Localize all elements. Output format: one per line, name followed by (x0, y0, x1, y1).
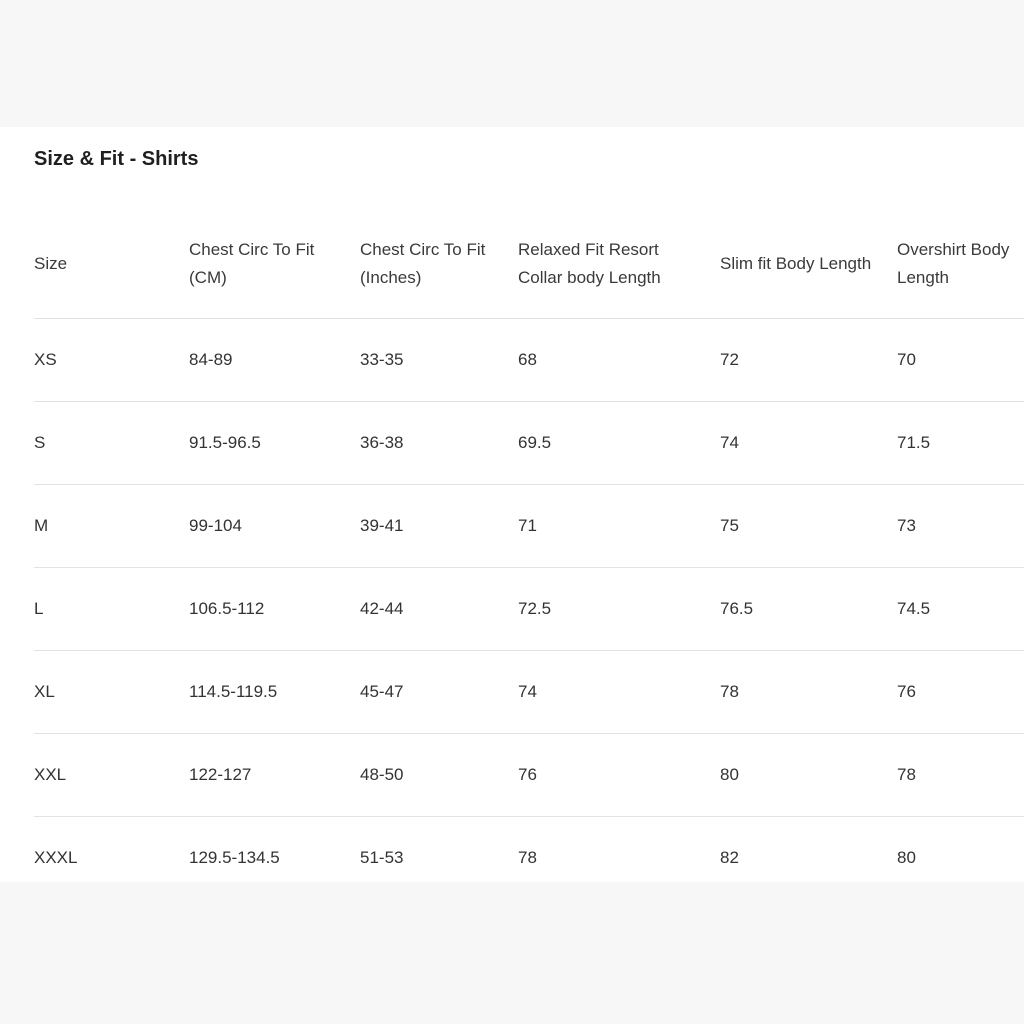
page-title: Size & Fit - Shirts (34, 148, 199, 170)
cell-chest-cm: 91.5-96.5 (189, 433, 261, 452)
cell-chest-inches: 51-53 (360, 848, 404, 867)
cell-relaxed-length: 78 (518, 848, 537, 867)
cell-chest-cm: 129.5-134.5 (189, 848, 280, 867)
cell-overshirt-length: 70 (897, 350, 916, 369)
cell-relaxed-length: 74 (518, 682, 537, 701)
cell-chest-inches: 48-50 (360, 765, 404, 784)
cell-chest-inches: 36-38 (360, 433, 404, 452)
cell-size: XXL (34, 765, 67, 784)
cell-relaxed-length: 72.5 (518, 599, 552, 618)
cell-slim-length: 72 (720, 350, 739, 369)
table-row (34, 567, 1024, 650)
cell-size: S (34, 433, 46, 452)
cell-relaxed-length: 68 (518, 350, 537, 369)
cell-overshirt-length: 74.5 (897, 599, 931, 618)
cell-overshirt-length: 80 (897, 848, 916, 867)
cell-overshirt-length: 78 (897, 765, 916, 784)
cell-chest-cm: 84-89 (189, 350, 233, 369)
table-header-row (34, 210, 1024, 318)
table-row (34, 401, 1024, 484)
cell-slim-length: 82 (720, 848, 739, 867)
header-size: Size (34, 254, 68, 273)
header-chest-cm: Chest Circ To Fit (CM) (189, 240, 315, 287)
cell-slim-length: 75 (720, 516, 739, 535)
cell-relaxed-length: 69.5 (518, 433, 552, 452)
cell-chest-cm: 122-127 (189, 765, 252, 784)
cell-relaxed-length: 76 (518, 765, 537, 784)
cell-size: XL (34, 682, 55, 701)
cell-chest-inches: 45-47 (360, 682, 404, 701)
cell-overshirt-length: 71.5 (897, 433, 931, 452)
header-slim-fit-length: Slim fit Body Length (720, 254, 872, 273)
header-overshirt-length: Overshirt Body Length (897, 240, 1010, 287)
table-row (34, 318, 1024, 401)
cell-chest-cm: 106.5-112 (189, 599, 265, 618)
table-row (34, 484, 1024, 567)
cell-chest-inches: 39-41 (360, 516, 404, 535)
cell-slim-length: 76.5 (720, 599, 754, 618)
cell-relaxed-length: 71 (518, 516, 537, 535)
table-row (34, 650, 1024, 733)
cell-slim-length: 78 (720, 682, 739, 701)
cell-chest-cm: 99-104 (189, 516, 242, 535)
cell-size: XXXL (34, 848, 78, 867)
cell-size: M (34, 516, 49, 535)
cell-chest-cm: 114.5-119.5 (189, 682, 278, 701)
cell-chest-inches: 42-44 (360, 599, 404, 618)
header-chest-inches: Chest Circ To Fit (Inches) (360, 240, 486, 287)
cell-chest-inches: 33-35 (360, 350, 404, 369)
cell-size: XS (34, 350, 57, 369)
header-relaxed-fit-length: Relaxed Fit Resort Collar body Length (518, 240, 661, 287)
table-row (34, 733, 1024, 816)
cell-slim-length: 74 (720, 433, 739, 452)
cell-slim-length: 80 (720, 765, 739, 784)
cell-overshirt-length: 73 (897, 516, 916, 535)
cell-overshirt-length: 76 (897, 682, 916, 701)
size-table (34, 210, 1024, 899)
cell-size: L (34, 599, 44, 618)
table-row (34, 816, 1024, 899)
